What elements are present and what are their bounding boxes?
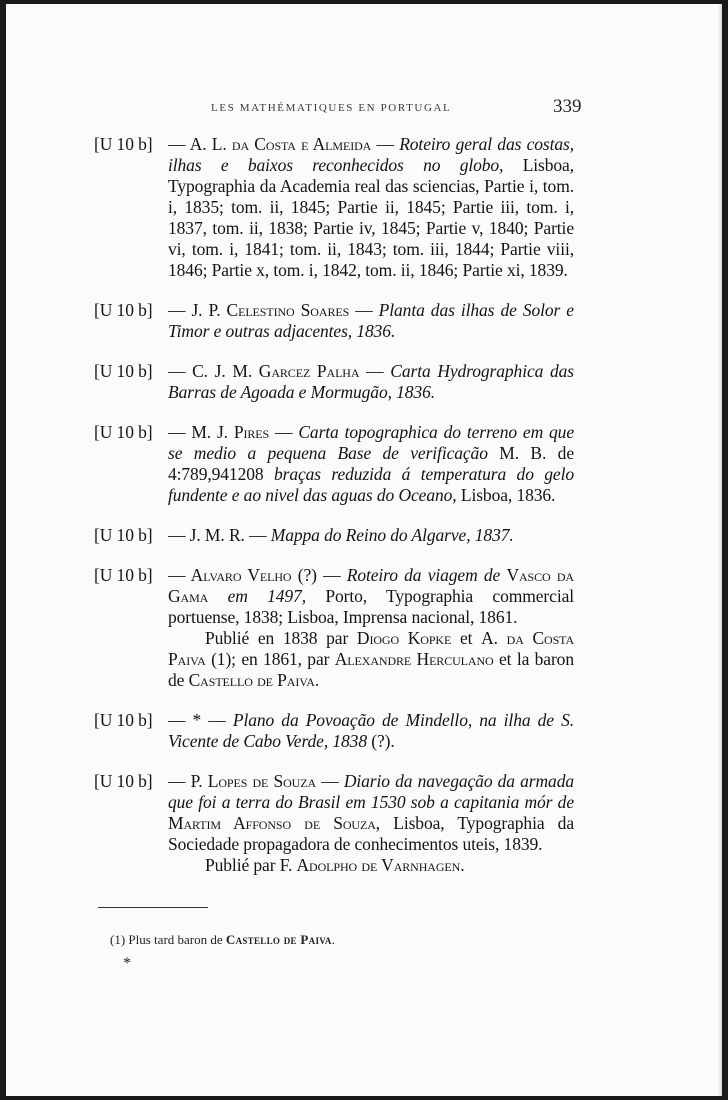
- bibliography-entry: [94, 422, 574, 506]
- entry-author: — M. J. Pires —: [168, 422, 293, 442]
- entry-title: Planta das ilhas de Solor e Timor e outras adjacentes, 1836.: [168, 300, 574, 341]
- footnote-name: Castello de Paiva: [225, 932, 332, 947]
- bibliography-entry: [94, 361, 574, 403]
- bibliography-entry: [94, 525, 574, 546]
- document-page: [6, 4, 722, 1096]
- entry-author: — * —: [168, 710, 226, 730]
- note-name: Diogo Kopke: [356, 628, 452, 648]
- entry-author: — J. M. R. —: [168, 525, 267, 545]
- entry-title: Carta Hydrographica das Barras de Agoada e Mormugão, 1836.: [168, 361, 574, 402]
- entry-tag: [U 10 b]: [94, 300, 153, 320]
- entry-title-continued: em 1497,: [227, 586, 306, 606]
- entry-title: Mappa do Reino do Algarve, 1837.: [270, 525, 514, 545]
- entry-title: Plano da Povoação de Mindello, na ilha de S. Vicente de Cabo Verde, 1838: [168, 710, 574, 751]
- entry-base-measure: M. B. de 4:789,941208: [168, 443, 574, 484]
- entry-imprint: (?).: [371, 731, 395, 751]
- note-text: et la baron de: [168, 649, 574, 690]
- entry-tag: [U 10 b]: [94, 771, 153, 791]
- footnote: [110, 932, 335, 948]
- bibliography-list: [94, 134, 574, 895]
- note-name: Alexandre Herculano: [334, 649, 494, 669]
- entry-title: Roteiro geral das costas, ilhas e baixos reconhecidos no globo,: [168, 134, 574, 175]
- note-name: A. da Costa Paiva: [168, 628, 575, 669]
- entry-author: — P. Lopes de Souza —: [168, 771, 339, 791]
- bibliography-entry: [94, 710, 574, 752]
- entry-title: Carta topographica do terreno em que se medio a pequena Base de verificação: [168, 422, 575, 463]
- entry-title: Roteiro da viagem de: [346, 565, 501, 585]
- entry-title: Diario da navegação da armada que foi a terra do Brasil em 1530 sob a capitania mór de: [168, 771, 574, 812]
- note-text: .: [314, 670, 320, 690]
- entry-tag: [U 10 b]: [94, 361, 153, 381]
- entry-author: — C. J. M. Garcez Palha —: [168, 361, 384, 381]
- entry-tag: [U 10 b]: [94, 565, 153, 585]
- bibliography-entry: [94, 565, 574, 691]
- entry-subject-name: Martim Affonso de Souza: [168, 813, 376, 833]
- entry-author: — J. P. Celestino Soares —: [168, 300, 373, 320]
- footnote-end: .: [331, 932, 335, 947]
- note-text: et: [459, 628, 473, 648]
- note-name: Adolpho de Varnhagen: [296, 855, 461, 875]
- entry-note: [168, 628, 574, 691]
- note-text: Publié en 1838 par: [205, 628, 349, 648]
- entry-tag: [U 10 b]: [94, 525, 153, 545]
- bibliography-entry: [94, 300, 574, 342]
- entry-tag: [U 10 b]: [94, 134, 153, 154]
- scan-edge: [718, 4, 722, 1096]
- page-header: [6, 96, 722, 122]
- entry-subject-name: Vasco da Gama: [168, 565, 574, 606]
- note-text: Publié par F.: [205, 855, 293, 875]
- entry-tag: [U 10 b]: [94, 422, 153, 442]
- note-text: .: [460, 855, 465, 875]
- bibliography-entry: [94, 771, 574, 876]
- entry-title-continued: braças reduzida á temperatura do gelo fundente e ao nivel das aguas do Oceano,: [168, 464, 574, 505]
- note-name: Castello de Paiva: [188, 670, 315, 690]
- entry-note: [168, 855, 574, 876]
- entry-imprint: , Lisboa, Typographia da Sociedade propagadora de conhecimentos uteis, 1839.: [168, 813, 574, 854]
- entry-imprint: Lisboa, Typographia da Academia real das sciencias, Partie i, tom. i, 1835; tom. ii, 1845; Partie ii, 1845; Partie iii, tom. i, 1837, tom. ii, 1838; Partie iv, 1845; Partie v, 1840; Partie vi, tom. i, 1841; tom. ii, 1843; tom. iii, 1844; Partie viii, 1846; Partie x, tom. i, 1842, tom. ii, 1846; Partie xi, 1839.: [168, 155, 574, 280]
- entry-tag: [U 10 b]: [94, 710, 153, 730]
- bibliography-entry: [94, 134, 574, 281]
- entry-author: — A. L. da Costa e Almeida —: [168, 134, 394, 154]
- entry-imprint: Lisboa, 1836.: [460, 485, 556, 505]
- entry-imprint: Porto, Typographia commercial portuense, 1838; Lisboa, Imprensa nacional, 1861.: [168, 586, 575, 627]
- footnote-divider: [98, 907, 208, 908]
- entry-author: — Alvaro Velho (?) —: [168, 565, 341, 585]
- footnote-text: (1) Plus tard baron de: [110, 932, 223, 947]
- page-number: 339: [553, 96, 582, 117]
- asterisk-mark: *: [123, 955, 131, 972]
- running-title: LES MATHÉMATIQUES EN PORTUGAL: [211, 102, 452, 114]
- note-text: (1); en 1861, par: [211, 649, 330, 669]
